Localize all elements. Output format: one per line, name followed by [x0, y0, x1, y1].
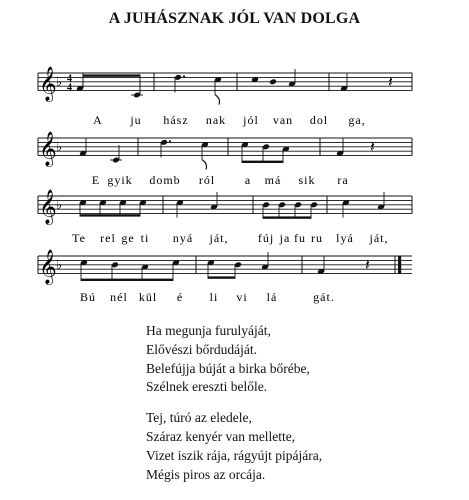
note-head — [269, 78, 277, 85]
note-beam — [80, 214, 140, 216]
treble-clef-icon: 𝄞 — [39, 189, 57, 225]
note-beam — [81, 279, 173, 281]
lyric-syllable: fúj — [257, 231, 275, 245]
stanza — [146, 409, 322, 484]
lyric-syllable: a — [244, 173, 252, 187]
lyric-syllable: vi — [236, 290, 248, 304]
time-signature-top: 4 — [67, 73, 72, 85]
note-dot — [183, 75, 185, 77]
lyric-syllable: ru — [311, 231, 323, 245]
lyric-syllable: sik — [298, 173, 316, 187]
lyric-syllable: Bú — [79, 290, 97, 304]
lyric-syllable: ge — [121, 231, 135, 245]
lyric-syllable: ti — [140, 231, 150, 245]
quarter-rest-icon: 𝄽 — [388, 72, 393, 92]
lyric-syllable: hász — [163, 113, 189, 127]
treble-clef-icon: 𝄞 — [39, 131, 57, 167]
staff-system — [38, 67, 412, 127]
lyric-syllable: nak — [205, 113, 227, 127]
stanza — [146, 322, 322, 397]
lyric-syllable: van — [272, 113, 294, 127]
lyric-syllable: ja — [279, 231, 291, 245]
staff-system — [38, 190, 412, 245]
treble-clef-icon: 𝄞 — [39, 66, 57, 102]
lyric-syllable: jól — [243, 113, 259, 127]
lyric-syllable: A — [93, 113, 103, 127]
flat-icon: ♭ — [56, 257, 63, 273]
verse-text — [146, 322, 322, 496]
quarter-rest-icon: 𝄽 — [370, 137, 375, 157]
flat-icon: ♭ — [56, 139, 63, 155]
lyric-syllable: gát. — [313, 290, 335, 304]
lyric-syllable: E — [91, 173, 101, 187]
quarter-rest-icon: 𝄽 — [365, 255, 370, 275]
lyric-syllable: lyá — [336, 231, 354, 245]
verse-line: Vizet iszik rája, rágyújt pipájára, — [146, 447, 323, 463]
treble-clef-icon: 𝄞 — [39, 249, 57, 285]
lyric-syllable: ját, — [369, 231, 389, 245]
note-flag — [202, 160, 207, 170]
lyric-syllable: kül — [138, 290, 158, 304]
verse-line: Elővészi bőrdudáját. — [146, 341, 257, 357]
flat-icon: ♭ — [56, 197, 63, 213]
note-beam — [242, 161, 283, 163]
lyric-syllable: ga, — [348, 113, 366, 127]
verse-line: Száraz kenyér van mellette, — [146, 428, 296, 444]
lyric-syllable: má — [264, 173, 282, 187]
verse-line: Mégis piros az orcája. — [146, 466, 266, 482]
note-dot — [169, 140, 171, 142]
lyric-syllable: nél — [110, 290, 128, 304]
staff-system — [38, 132, 412, 187]
song-title: A JUHÁSZNAK JÓL VAN DOLGA — [108, 10, 361, 27]
lyric-syllable: ju — [130, 113, 142, 127]
flat-icon: ♭ — [56, 74, 63, 90]
lyric-syllable: rel — [100, 231, 116, 245]
lyric-syllable: ra — [337, 173, 349, 187]
note-beam — [208, 276, 235, 278]
lyric-syllable: nyá — [172, 231, 194, 245]
lyric-syllable: Te — [72, 231, 86, 245]
lyric-syllable: ját, — [209, 231, 229, 245]
verse-line: Tej, túró az eledele, — [146, 410, 252, 426]
lyric-syllable: li — [209, 290, 219, 304]
time-signature-bottom: 4 — [67, 82, 72, 94]
staff-system — [38, 250, 412, 304]
verse-line: Ha megunja furulyáját, — [146, 323, 271, 338]
note-beam — [263, 216, 311, 218]
note-flag — [215, 95, 220, 105]
lyric-syllable: dol — [309, 113, 329, 127]
verse-line: Szélnek ereszti belőle. — [146, 379, 268, 395]
lyric-syllable: é — [176, 290, 184, 304]
lyric-syllable: gyik — [107, 173, 133, 187]
verse-line: Belefújja búját a birka bőrébe, — [146, 360, 310, 376]
note-beam — [83, 74, 140, 76]
lyric-syllable: fu — [294, 231, 306, 245]
lyric-syllable: domb — [149, 173, 181, 187]
final-barline — [398, 256, 401, 274]
lyric-syllable: lá — [266, 290, 278, 304]
lyric-syllable: ról — [198, 173, 216, 187]
